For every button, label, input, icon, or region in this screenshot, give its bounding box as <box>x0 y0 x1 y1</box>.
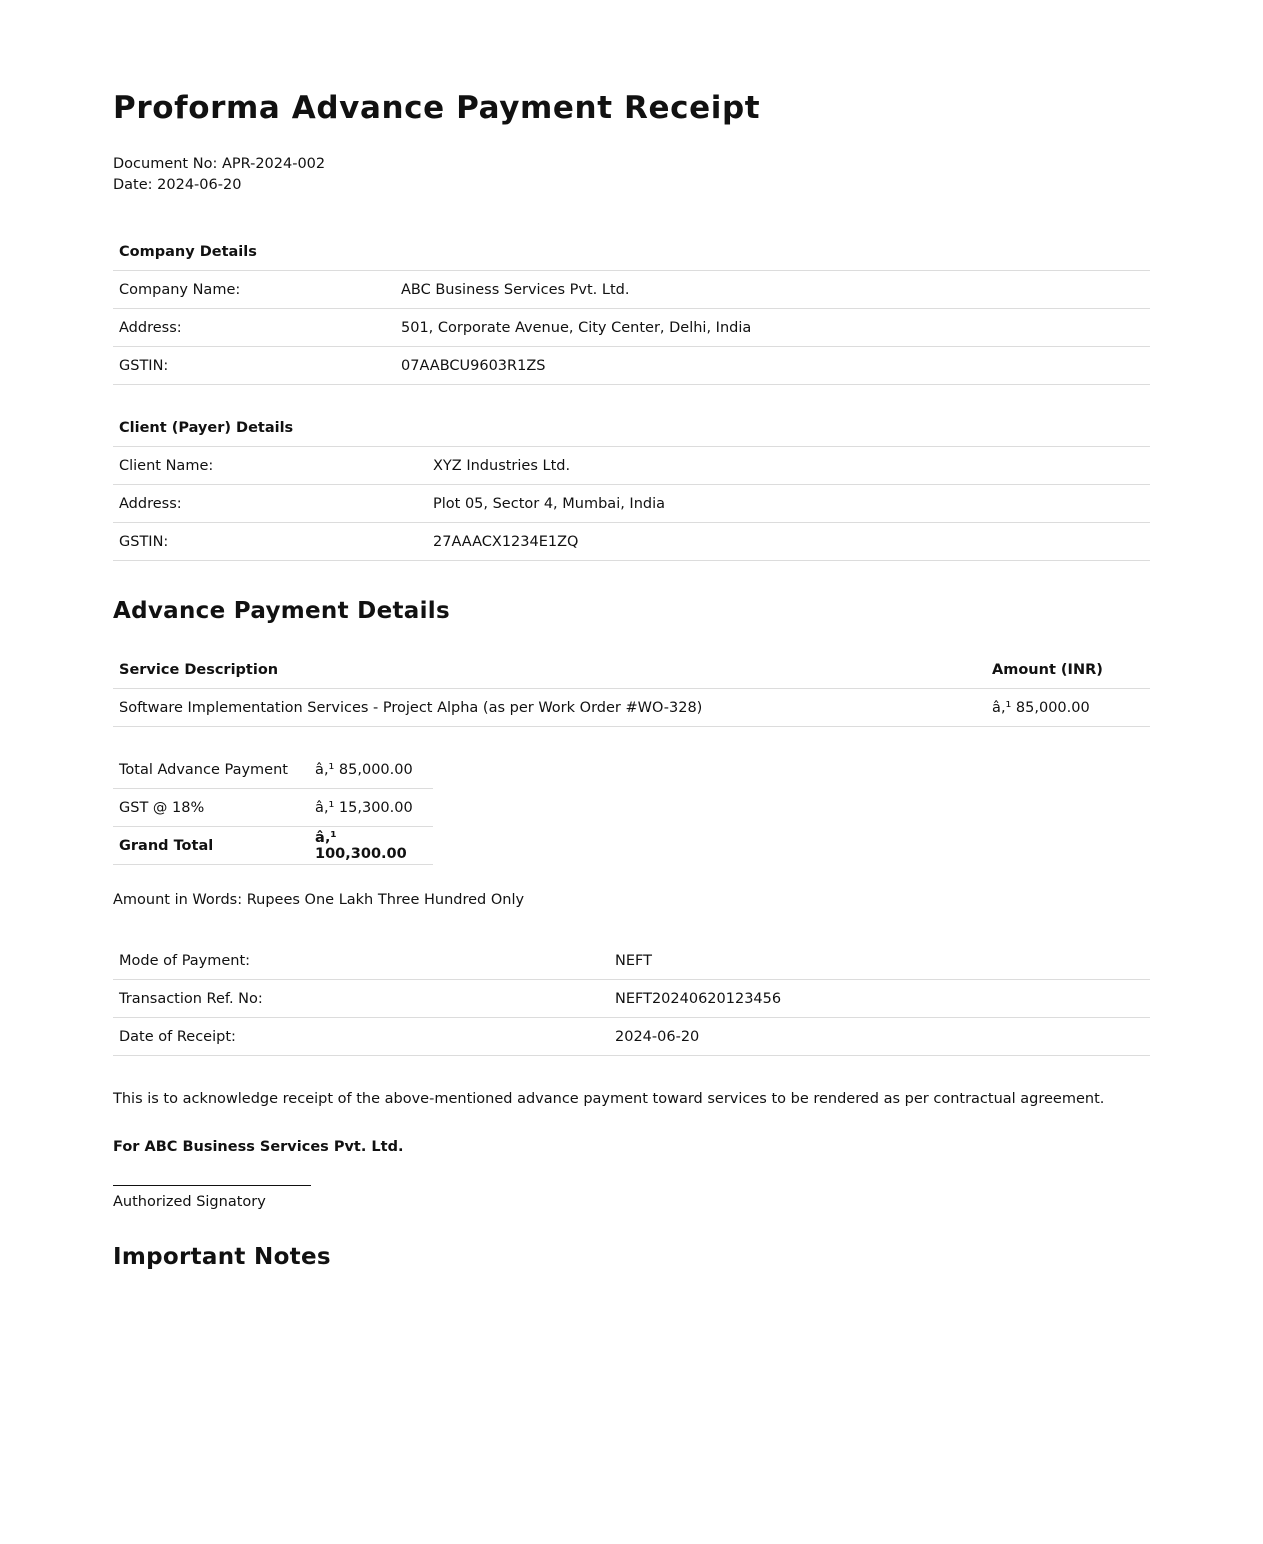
payment-mode-label: Mode of Payment: <box>119 952 251 969</box>
document-number: Document No: APR-2024-002 <box>113 156 326 172</box>
table-row <box>113 789 433 827</box>
total-advance-label: Total Advance Payment <box>113 751 309 789</box>
table-row <box>113 689 1150 727</box>
document-date: Date: 2024-06-20 <box>113 177 242 193</box>
grand-total-value: â‚¹ 100,300.00 <box>309 827 433 865</box>
gst-label: GST @ 18% <box>113 789 309 827</box>
gst-value: â‚¹ 15,300.00 <box>309 789 433 827</box>
grand-total-label: Grand Total <box>113 827 309 865</box>
acknowledgement-text: This is to acknowledge receipt of the above-mentioned advance payment toward services to be rendered as per contractual agreement. <box>113 1091 1105 1107</box>
client-details-table <box>113 409 1150 561</box>
company-details-heading: Company Details <box>119 243 257 260</box>
company-name-value: ABC Business Services Pvt. Ltd. <box>395 271 1150 309</box>
table-row <box>113 523 1150 561</box>
company-gstin-value: 07AABCU9603R1ZS <box>395 347 1150 385</box>
table-row <box>113 447 1150 485</box>
client-details-heading: Client (Payer) Details <box>119 419 294 436</box>
client-address-label: Address: <box>113 485 427 523</box>
company-address-label: Address: <box>113 309 395 347</box>
table-row <box>113 827 433 865</box>
for-company-text: For ABC Business Services Pvt. Ltd. <box>113 1139 404 1155</box>
table-row <box>113 980 1150 1018</box>
table-row <box>113 347 1150 385</box>
table-row <box>113 309 1150 347</box>
service-table <box>113 651 1150 727</box>
client-name-value: XYZ Industries Ltd. <box>427 447 1150 485</box>
service-description: Software Implementation Services - Project Alpha (as per Work Order #WO-328) <box>113 689 986 727</box>
signature-line <box>113 1185 311 1186</box>
receipt-date-label: Date of Receipt: <box>113 1018 609 1056</box>
client-gstin-label: GSTIN: <box>113 523 427 561</box>
receipt-date-value: 2024-06-20 <box>609 1018 1150 1056</box>
company-name-label: Company Name: <box>113 271 395 309</box>
client-address-value: Plot 05, Sector 4, Mumbai, India <box>427 485 1150 523</box>
authorized-signatory: Authorized Signatory <box>113 1194 266 1210</box>
table-row <box>113 751 433 789</box>
amount-in-words: Amount in Words: Rupees One Lakh Three Hundred Only <box>113 892 525 908</box>
transaction-ref-value: NEFT20240620123456 <box>609 980 1150 1018</box>
payment-info-table <box>113 942 1150 1056</box>
total-advance-value: â‚¹ 85,000.00 <box>309 751 433 789</box>
transaction-ref-label: Transaction Ref. No: <box>113 980 609 1018</box>
important-notes-heading: Important Notes <box>113 1244 331 1270</box>
client-gstin-value: 27AAACX1234E1ZQ <box>427 523 1150 561</box>
document-meta <box>113 154 1150 196</box>
table-row <box>113 1018 1150 1056</box>
table-row <box>113 942 1150 980</box>
payment-mode-value: NEFT <box>615 952 652 969</box>
table-row <box>113 271 1150 309</box>
company-details-table <box>113 233 1150 385</box>
advance-payment-heading: Advance Payment Details <box>113 598 450 624</box>
receipt-page <box>113 0 1150 1277</box>
table-row <box>113 485 1150 523</box>
service-description-header: Service Description <box>119 661 279 678</box>
amount-header: Amount (INR) <box>992 661 1103 678</box>
company-address-value: 501, Corporate Avenue, City Center, Delhi, India <box>395 309 1150 347</box>
company-gstin-label: GSTIN: <box>113 347 395 385</box>
page-title: Proforma Advance Payment Receipt <box>113 90 761 126</box>
totals-table <box>113 751 433 865</box>
service-amount: â‚¹ 85,000.00 <box>986 689 1150 727</box>
client-name-label: Client Name: <box>113 447 427 485</box>
